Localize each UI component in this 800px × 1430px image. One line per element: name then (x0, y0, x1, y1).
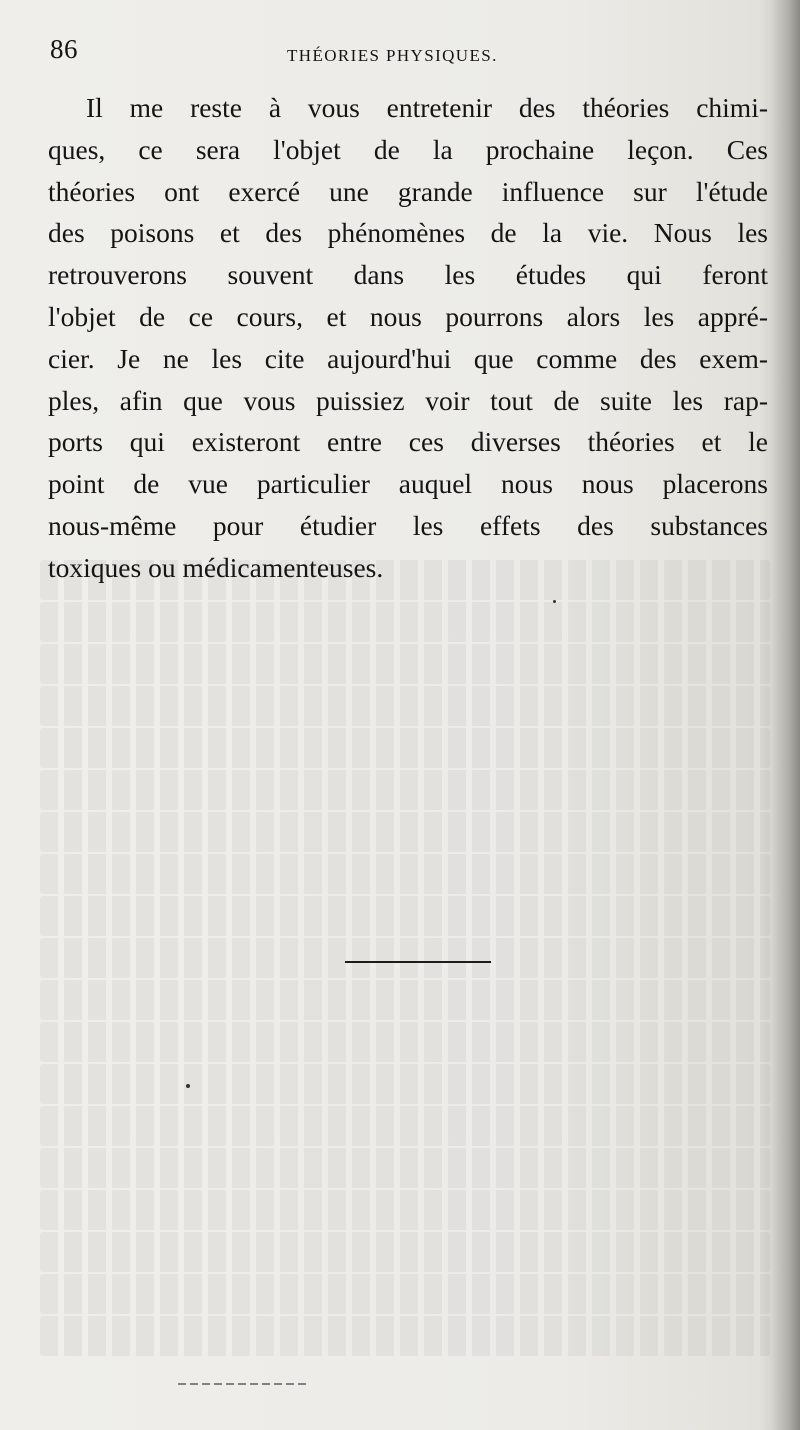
text-line: théories ont exercé une grande influence sur l'étude (48, 175, 768, 207)
binding-shadow (772, 0, 800, 1430)
main-paragraph (48, 87, 768, 589)
text-line: cier. Je ne les cite aujourd'hui que comme des exem- (48, 342, 768, 374)
ink-speck (186, 1084, 190, 1088)
text-line: retrouverons souvent dans les études qui feront (48, 259, 768, 291)
ink-speck (553, 600, 556, 603)
text-line: ques, ce sera l'objet de la prochaine leçon. Ces (48, 133, 768, 165)
text-line: nous-même pour étudier les effets des substances (48, 509, 768, 541)
text-line: Il me reste à vous entretenir des théories chimi- (86, 92, 768, 123)
text-line: toxiques ou médicamenteuses. (48, 551, 384, 583)
show-through-text (40, 560, 770, 1360)
ink-smudge (178, 1383, 308, 1385)
running-title: THÉORIES PHYSIQUES. (287, 46, 498, 65)
text-line: des poisons et des phénomènes de la vie. Nous les (48, 217, 768, 249)
text-line: point de vue particulier auquel nous nous placerons (48, 468, 768, 500)
text-line: ports qui existeront entre ces diverses théories et le (48, 426, 768, 458)
page-number: 86 (50, 34, 78, 64)
text-line: ples, afin que vous puissiez voir tout de suite les rap- (48, 384, 768, 416)
section-divider (345, 961, 491, 963)
text-line: l'objet de ce cours, et nous pourrons alors les appré- (48, 300, 768, 332)
